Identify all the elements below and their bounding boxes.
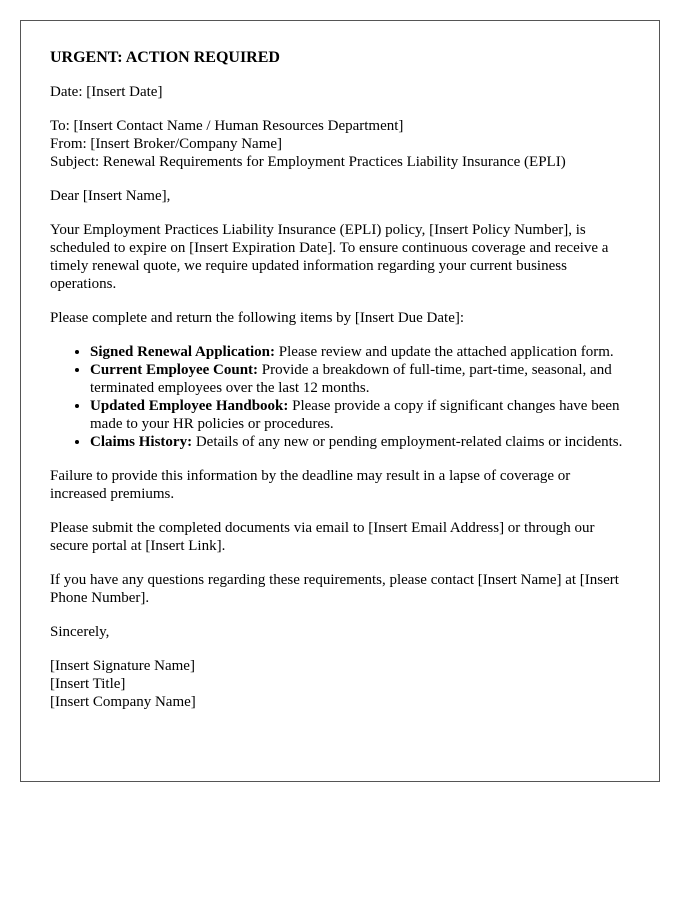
contact-paragraph: If you have any questions regarding these requirements, please contact [Insert Name] at [Insert Phone Number].: [50, 572, 619, 606]
signature-title: [Insert Title]: [50, 676, 126, 692]
list-item: [90, 361, 630, 397]
letter-document: [20, 20, 660, 782]
item-text: Please review and update the attached application form.: [275, 344, 614, 360]
item-text: Provide a breakdown of full-time, part-time, seasonal, and terminated employees over the last 12 months.: [90, 362, 612, 396]
closing: Sincerely,: [50, 624, 110, 640]
requirements-list: [50, 343, 630, 451]
item-title: Claims History:: [90, 434, 193, 450]
recipient-line: To: [Insert Contact Name / Human Resources Department]: [50, 118, 404, 134]
salutation: Dear [Insert Name],: [50, 188, 171, 204]
letter-heading: URGENT: ACTION REQUIRED: [50, 49, 280, 66]
warning-paragraph: Failure to provide this information by the deadline may result in a lapse of coverage or increased premiums.: [50, 468, 571, 502]
item-text: Details of any new or pending employment-related claims or incidents.: [192, 434, 623, 450]
item-title: Updated Employee Handbook:: [90, 398, 289, 414]
address-block: [50, 117, 630, 171]
instruction-paragraph: Please complete and return the following items by [Insert Due Date]:: [50, 310, 465, 326]
signature-name: [Insert Signature Name]: [50, 658, 195, 674]
subject-line: Subject: Renewal Requirements for Employment Practices Liability Insurance (EPLI): [50, 154, 566, 170]
list-item: [90, 343, 630, 361]
item-title: Current Employee Count:: [90, 362, 259, 378]
sender-line: From: [Insert Broker/Company Name]: [50, 136, 283, 152]
submit-paragraph: Please submit the completed documents via email to [Insert Email Address] or through our secure portal at [Insert Link].: [50, 520, 595, 554]
list-item: [90, 397, 630, 433]
list-item: [90, 433, 630, 451]
signature-company: [Insert Company Name]: [50, 694, 196, 710]
intro-paragraph: Your Employment Practices Liability Insurance (EPLI) policy, [Insert Policy Number], is scheduled to expire on [Insert Expiration Date]. To ensure continuous coverage and receive a timely renewal quote, we require updated information regarding your current business operations.: [50, 222, 609, 292]
signature-block: [50, 657, 630, 711]
letter-date: Date: [Insert Date]: [50, 84, 163, 100]
item-text: Please provide a copy if significant changes have been made to your HR policies or procedures.: [90, 398, 620, 432]
item-title: Signed Renewal Application:: [90, 344, 276, 360]
